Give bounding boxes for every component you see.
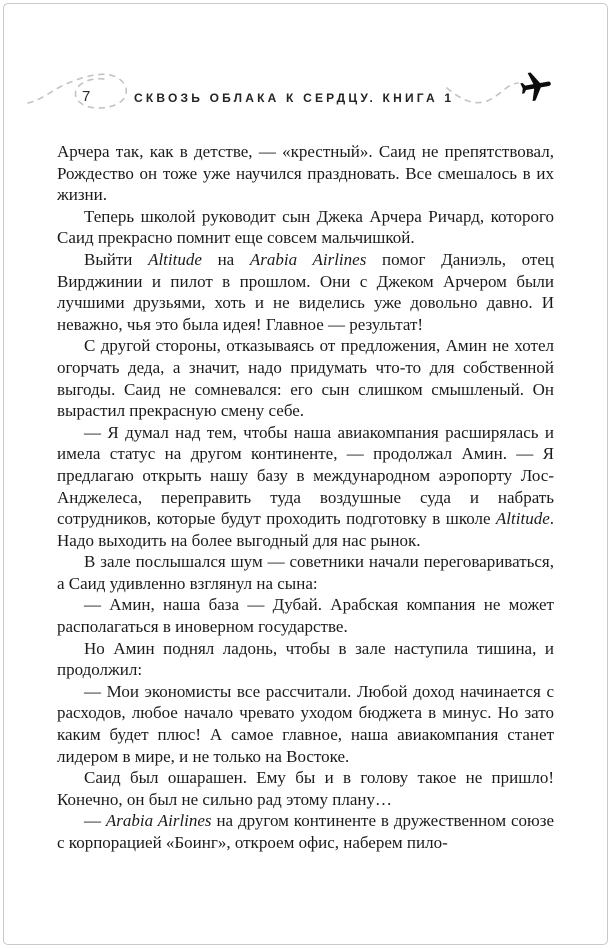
- italic-text-segment: Altitude: [148, 249, 202, 269]
- text-segment: — Я думал над тем, чтобы наша авиакомпания расширялась и имела статус на другом континенте, — продолжал Амин. — Я предлагаю открыть нашу базу в международном аэропорту Лос-Анджелеса, переправить туда воздушные суда и набрать сотрудников, которые будут проходить подготовку в школе: [57, 422, 554, 529]
- text-segment: Арчера так, как в детстве, — «крестный». Саид не препятствовал, Рождество он тоже уже научился праздновать. Все смешалось в их жизни.: [57, 142, 554, 205]
- text-segment: Саид был ошарашен. Ему бы и в голову такое не пришло! Конечно, он был не сильно рад этому плану…: [57, 768, 554, 809]
- body-text: [57, 141, 554, 854]
- paragraph: [57, 767, 554, 810]
- running-title: СКВОЗЬ ОБЛАКА К СЕРДЦУ. КНИГА 1: [134, 91, 455, 105]
- paragraph: [57, 594, 554, 637]
- airplane-icon: [519, 69, 553, 102]
- text-segment: В зале послышался шум — советники начали переговариваться, а Саид удивленно взглянул на сына:: [57, 552, 554, 593]
- dashed-trail-right: [447, 83, 518, 103]
- text-segment: — Амин, наша база — Дубай. Арабская компания не может располагаться в иноверном государстве.: [57, 595, 554, 637]
- text-segment: Но Амин поднял ладонь, чтобы в зале наступила тишина, и продолжил:: [57, 638, 554, 680]
- text-segment: на другом континенте в дружественном союзе с корпорацией «Боинг», откроем офис, наберем пило-: [57, 811, 555, 852]
- text-segment: Выйти: [84, 249, 149, 269]
- paragraph: [57, 249, 554, 335]
- italic-text-segment: Arabia Airlines: [249, 249, 367, 269]
- paragraph: [57, 681, 554, 767]
- dashed-doodle-left: [28, 74, 126, 108]
- paragraph: [57, 335, 554, 421]
- text-segment: помог Даниэль, отец Вирджинии и пилот в прошлом. Они с Джеком Арчером были лучшими друзьями, хоть и не виделись уже довольно давно. И неважно, чья это была идея! Главное — результат!: [57, 249, 554, 334]
- paragraph: [57, 551, 554, 594]
- paragraph: [57, 141, 554, 206]
- text-segment: — Мои экономисты все рассчитали. Любой доход начинается с расходов, любое начало чревато уходом бюджета в минус. Но зато каким будет плюс! А самое главное, наша авиакомпания станет лидером в мире, и не только на Востоке.: [57, 681, 554, 766]
- paragraph: [57, 206, 554, 249]
- text-segment: на: [201, 249, 250, 269]
- page-header: [0, 0, 611, 130]
- header-decoration: [0, 0, 611, 130]
- text-segment: —: [84, 811, 106, 831]
- paragraph: [57, 810, 554, 853]
- text-segment: Теперь школой руководит сын Джека Арчера Ричард, которого Саид прекрасно помнит еще совсем мальчишкой.: [57, 206, 554, 248]
- italic-text-segment: Altitude: [495, 509, 550, 529]
- paragraph: [57, 422, 554, 552]
- text-segment: С другой стороны, отказываясь от предложения, Амин не хотел огорчать деда, а значит, надо придумать что-то для собственной выгоды. Саид не сомневался: его сын слишком смышленый. Он вырастил прекрасную смену себе.: [57, 336, 554, 421]
- paragraph: [57, 638, 554, 681]
- italic-text-segment: Arabia Airlines: [105, 811, 212, 831]
- page-number: 7: [82, 88, 91, 105]
- text-segment: . Надо выходить на более выгодный для нас рынок.: [57, 509, 554, 550]
